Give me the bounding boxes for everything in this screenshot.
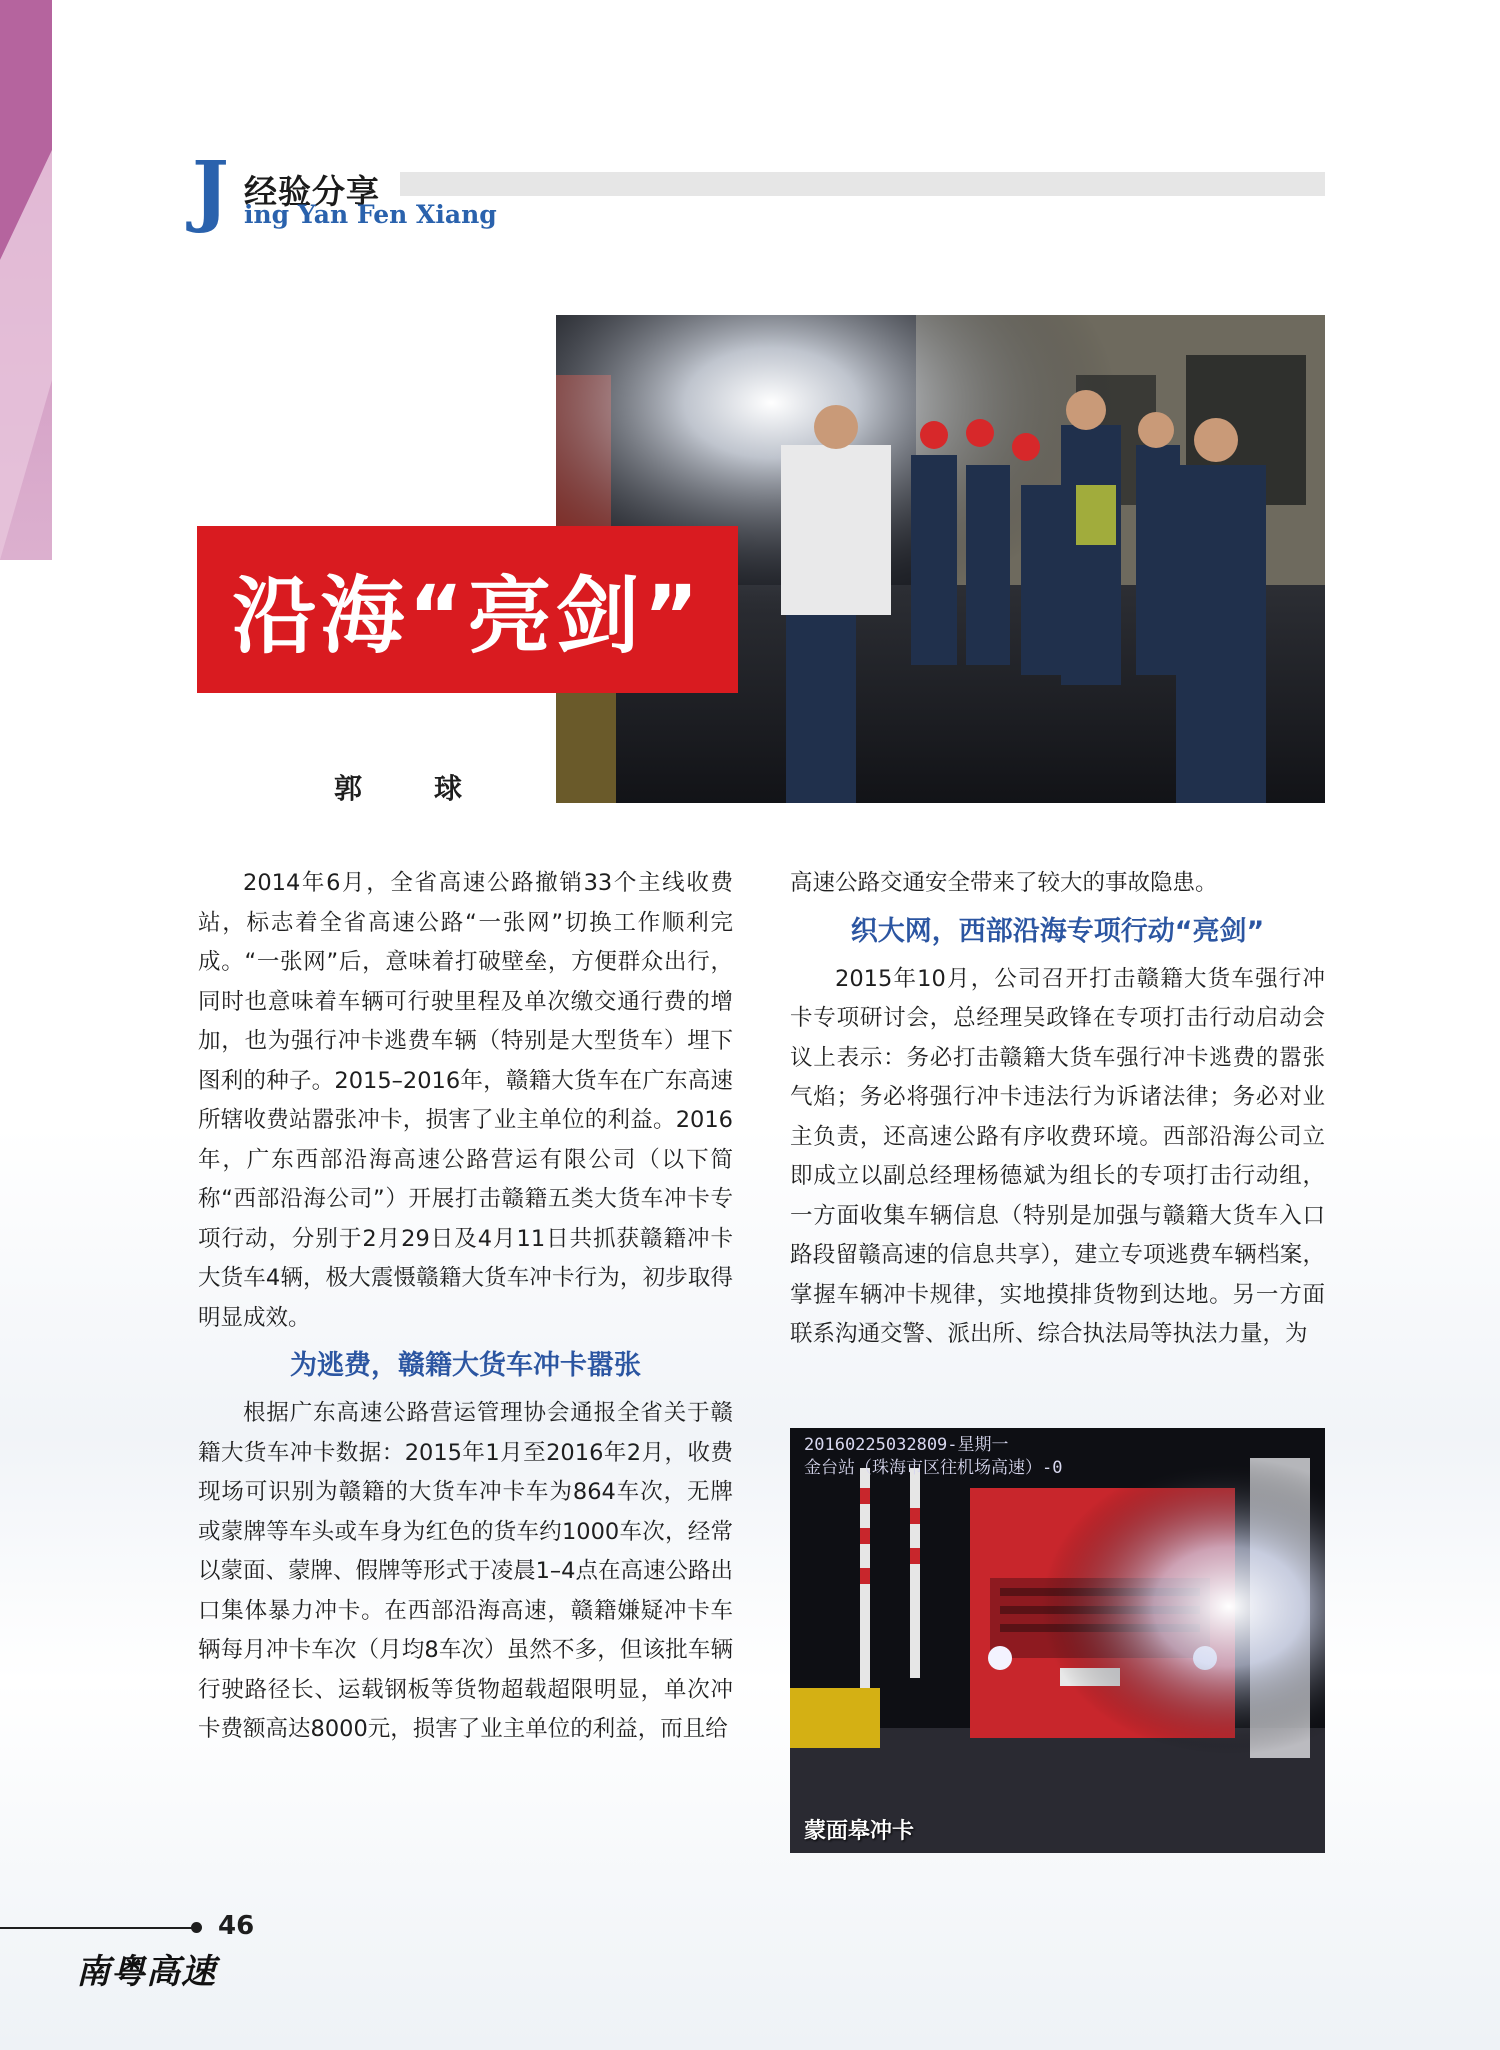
section-title: 经验分享 [244, 172, 380, 211]
paragraph: 2015年10月，公司召开打击赣籍大货车强行冲卡专项研讨会，总经理吴政锋在专项打击行动启动会议上表示：务必打击赣籍大货车强行冲卡逃费的嚣张气焰；务必将强行冲卡违法行为诉诸法律；务必对业主负责，还高速公路有序收费环境。西部沿海公司立即成立以副总经理杨德斌为组长的专项打击行动组，一方面收集车辆信息（特别是加强与赣籍大货车入口路段留赣高速的信息共享），建立专项逃费车辆档案，掌握车辆冲卡规律，实地摸排货物到达地。另一方面联系沟通交警、派出所、综合执法局等执法力量，为 [790, 965, 1325, 1347]
section-header-bar [400, 172, 1325, 196]
subheading: 织大网，西部沿海专项行动“亮剑” [850, 915, 1265, 947]
right-column [790, 864, 1325, 1355]
paragraph: 2014年6月，全省高速公路撤销33个主线收费站，标志着全省高速公路“一张网”切换工作顺利完成。“一张网”后，意味着打破壁垒，方便群众出行，同时也意味着车辆可行驶里程及单次缴交通行费的增加，也为强行冲卡逃费车辆（特别是大型货车）埋下图利的种子。2015–2016年，赣籍大货车在广东高速所辖收费站嚣张冲卡，损害了业主单位的利益。2016年，广东西部沿海高速公路营运有限公司（以下简称“西部沿海公司”）开展打击赣籍五类大货车冲卡专项行动，分别于2月29日及4月11日共抓获赣籍冲卡大货车4辆，极大震慑赣籍大货车冲卡行为，初步取得明显成效。 [198, 870, 733, 1331]
toll-camera-photo [790, 1428, 1325, 1853]
footer-dot [191, 1922, 202, 1933]
article-title: 沿海“亮剑” [232, 567, 703, 665]
paragraph: 根据广东高速公路营运管理协会通报全省关于赣籍大货车冲卡数据：2015年1月至2016年2月，收费现场可识别为赣籍的大货车冲卡车为864车次，无牌或蒙牌等车头或车身为红色的货车约1000车次，经常以蒙面、蒙牌、假牌等形式于凌晨1–4点在高速公路出口集体暴力冲卡。在西部沿海高速，赣籍嫌疑冲卡车辆每月冲卡车次（月均8车次）虽然不多，但该批车辆行驶路径长、运载钢板等货物超载超限明显，单次冲卡费额高达8000元，损害了业主单位的利益，而且给 [198, 1400, 733, 1742]
location-line: 金台站（珠海市区往机场高速）-0 [804, 1457, 1063, 1478]
paragraph-continued: 高速公路交通安全带来了较大的事故隐患。 [790, 870, 1218, 896]
left-column [198, 864, 733, 1750]
article-title-box [197, 526, 738, 693]
timestamp-line: 20160225032809-星期一 [804, 1435, 1009, 1455]
page-number: 46 [218, 1911, 255, 1941]
photo-caption: 蒙面皋冲卡 [804, 1819, 915, 1844]
subheading: 为逃费，赣籍大货车冲卡嚣张 [290, 1350, 641, 1381]
camera-timestamp [804, 1434, 1062, 1480]
footer-rule [0, 1927, 196, 1929]
decorative-corner-shape [0, 0, 52, 560]
section-pinyin: ing Yan Fen Xiang [244, 200, 497, 229]
magazine-logo: 南粤高速 [76, 1952, 216, 1992]
article-author: 郭 球 [334, 772, 485, 805]
section-initial: J [192, 145, 229, 236]
